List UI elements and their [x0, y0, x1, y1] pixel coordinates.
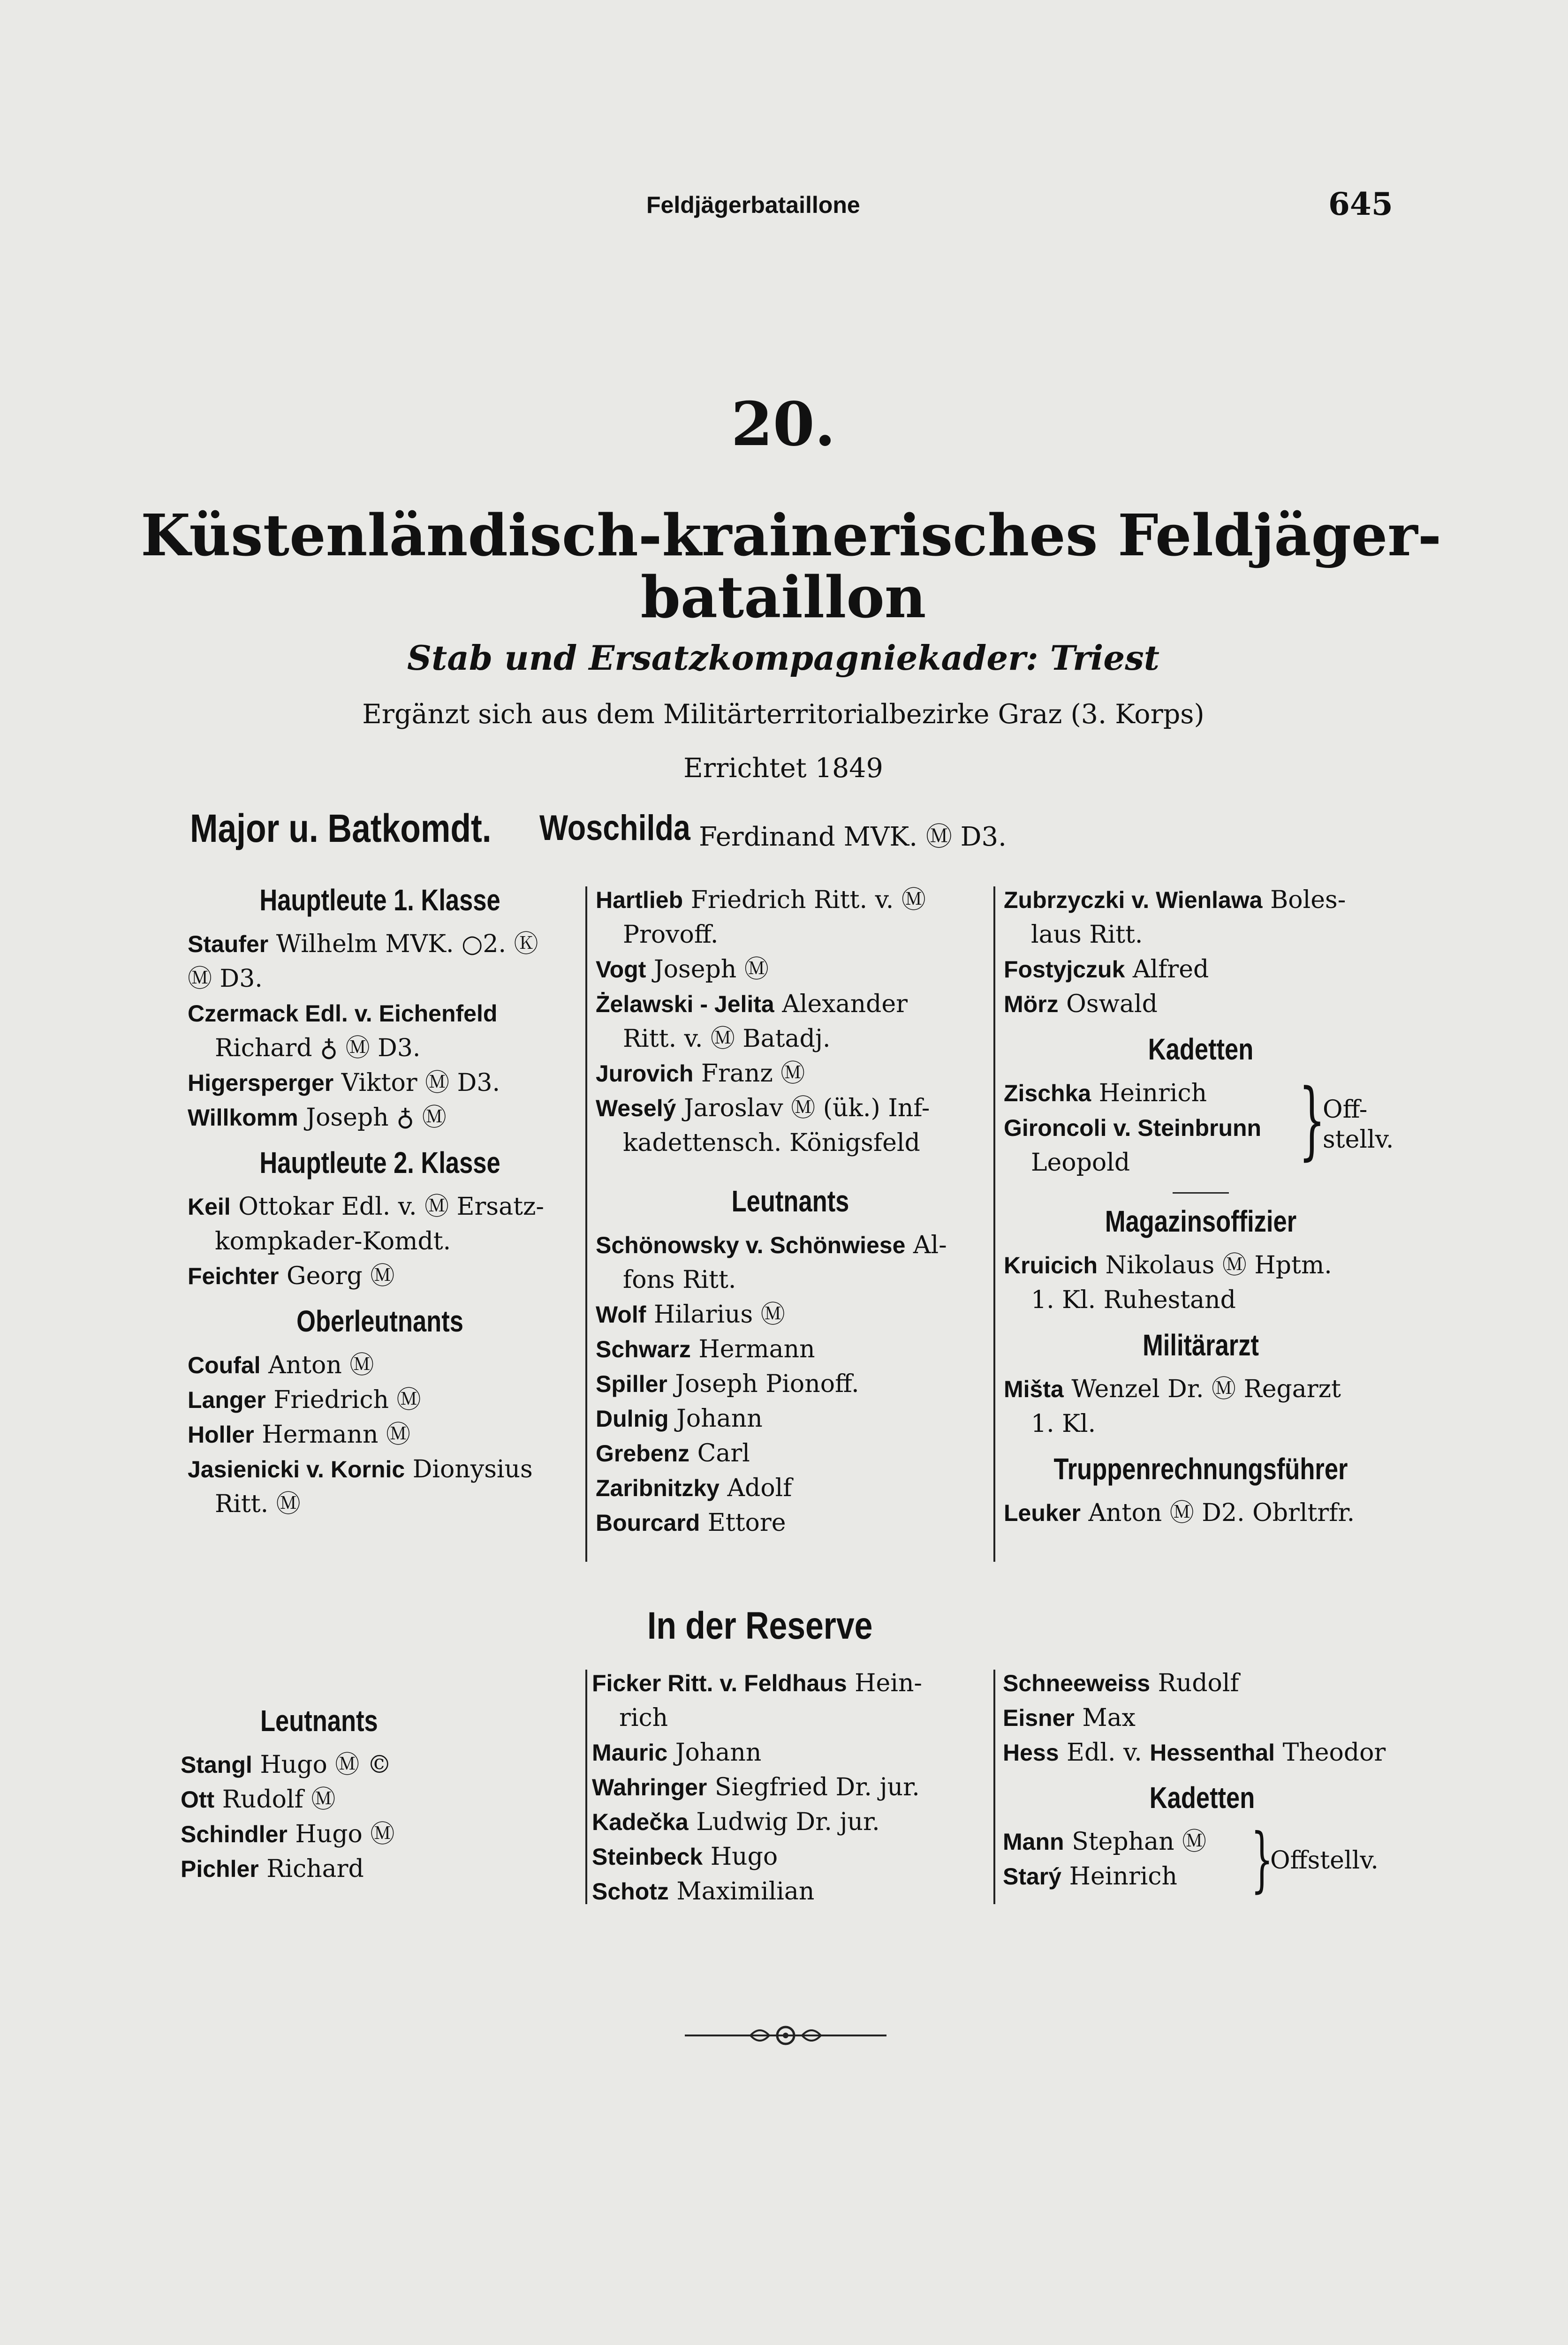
list-item: Feichter Georg Ⓜ [188, 1262, 395, 1290]
list-item: Żelawski - Jelita Alexander [596, 990, 908, 1018]
list-item-cont: Provoff. [623, 921, 719, 949]
list-item: Spiller Joseph Pionoff. [596, 1370, 859, 1398]
erganzt-line: Ergänzt sich aus dem Militärterritorialbezirke Graz (3. Korps) [362, 699, 1204, 730]
ornament-divider [680, 2017, 891, 2054]
list-item-cont: fons Ritt. [623, 1266, 736, 1294]
reserve-column-2 [592, 1666, 986, 1909]
reserve-column-3 [1003, 1666, 1401, 1900]
list-item-cont: Leopold [1031, 1149, 1130, 1177]
brace-label: Off- stellv. [1323, 1096, 1394, 1154]
brace-label: Offstellv. [1270, 1846, 1379, 1875]
reserve-column-1 [181, 1693, 565, 1886]
short-rule [1173, 1192, 1229, 1194]
list-item-cont: kadettensch. Königsfeld [623, 1129, 920, 1157]
list-item: Pichler Richard [181, 1855, 364, 1883]
list-item: Kadečka Ludwig Dr. jur. [592, 1808, 880, 1836]
list-item: Jurovich Franz Ⓜ [596, 1059, 805, 1088]
reserve-rule-1 [585, 1670, 587, 1904]
list-item-cont: laus Ritt. [1031, 921, 1143, 949]
list-item: Dulnig Johann [596, 1405, 763, 1433]
list-item-cont: Ritt. Ⓜ [215, 1490, 301, 1518]
list-item: Schotz Maximilian [592, 1877, 815, 1906]
list-item: Schneeweiss Rudolf [1003, 1669, 1239, 1697]
list-item: Jasienicki v. Kornic Dionysius [188, 1455, 533, 1483]
list-item: Coufal Anton Ⓜ [188, 1351, 374, 1379]
brace-glyph: } [1298, 1071, 1326, 1169]
list-item: Mauric Johann [592, 1739, 762, 1767]
list-item: Bourcard Ettore [596, 1509, 786, 1537]
list-item: Higersperger Viktor Ⓜ D3. [188, 1069, 500, 1097]
list-item: Steinbeck Hugo [592, 1843, 778, 1871]
list-item-cont: Ⓜ D3. [188, 965, 263, 993]
list-item: Holler Hermann Ⓜ [188, 1421, 411, 1449]
major-label: Major u. Batkomdt. [190, 806, 492, 850]
list-item: Weselý Jaroslav Ⓜ (ük.) Inf- [596, 1094, 930, 1122]
list-item: Kruicich Nikolaus Ⓜ Hptm. [1004, 1251, 1332, 1279]
section-heading: Truppenrechnungsführer [1053, 1452, 1348, 1486]
section-heading: Militärarzt [1143, 1328, 1259, 1362]
list-item: Vogt Joseph Ⓜ [596, 955, 769, 983]
list-item: Czermack Edl. v. Eichenfeld [188, 1000, 498, 1027]
major-details: Ferdinand MVK. Ⓜ D3. [699, 822, 1007, 852]
section-heading: Leutnants [260, 1704, 378, 1738]
column-2 [596, 883, 985, 1540]
list-item: Stangl Hugo Ⓜ © [181, 1751, 392, 1779]
list-item-cont: rich [619, 1704, 668, 1732]
section-number: 20. [731, 389, 836, 460]
list-item: Zubrzyczki v. Wienlawa Boles- [1004, 886, 1346, 914]
section-heading: Oberleutnants [296, 1304, 463, 1338]
brace-glyph: } [1250, 1819, 1273, 1900]
list-item-cont: Richard ♁ Ⓜ D3. [215, 1034, 421, 1062]
running-head: Feldjägerbataillone [646, 192, 860, 218]
list-item: Wahringer Siegfried Dr. jur. [592, 1773, 920, 1801]
list-item: Hess Edl. v. Hessenthal Theodor [1003, 1739, 1386, 1767]
section-heading: Hauptleute 1. Klasse [259, 883, 500, 917]
list-item: Langer Friedrich Ⓜ [188, 1386, 421, 1414]
section-heading: Magazinsoffizier [1105, 1204, 1297, 1238]
major-name: Woschilda [539, 808, 690, 848]
column-3 [1004, 883, 1398, 1530]
list-item-cont: 1. Kl. Ruhestand [1031, 1286, 1236, 1314]
list-item: Leuker Anton Ⓜ D2. Obrltrfr. [1004, 1499, 1355, 1527]
kadetten-group [1004, 1071, 1398, 1180]
list-item: Zischka Heinrich [1004, 1079, 1207, 1107]
list-item: Zaribnitzky Adolf [596, 1474, 792, 1502]
list-item: Schindler Hugo Ⓜ [181, 1820, 395, 1848]
reserve-kadetten-group [1003, 1819, 1401, 1900]
section-heading: Hauptleute 2. Klasse [259, 1146, 500, 1180]
list-item: Willkomm Joseph ♁ Ⓜ [188, 1104, 447, 1132]
section-heading: Kadetten [1148, 1032, 1254, 1066]
list-item-cont: kompkader-Komdt. [215, 1227, 451, 1256]
list-item-cont: Ritt. v. Ⓜ Batadj. [623, 1025, 831, 1053]
list-item: Starý Heinrich [1003, 1862, 1177, 1891]
list-item: Hartlieb Friedrich Ritt. v. Ⓜ [596, 886, 926, 914]
list-item: Schönowsky v. Schönwiese Al- [596, 1231, 947, 1259]
list-item: Mörz Oswald [1004, 990, 1158, 1018]
reserve-rule-2 [993, 1670, 995, 1904]
list-item: Wolf Hilarius Ⓜ [596, 1301, 785, 1329]
page-number: 645 [1328, 186, 1393, 222]
list-item: Ficker Ritt. v. Feldhaus Hein- [592, 1669, 922, 1697]
column-1 [188, 872, 572, 1521]
page-title-line2: bataillon [640, 563, 926, 631]
stab-line: Stab und Ersatzkompagniekader: Triest [407, 638, 1159, 678]
list-item: Mann Stephan Ⓜ [1003, 1828, 1207, 1856]
list-item: Mišta Wenzel Dr. Ⓜ Regarzt [1004, 1375, 1341, 1403]
list-item: Ott Rudolf Ⓜ [181, 1785, 336, 1814]
list-item: Keil Ottokar Edl. v. Ⓜ Ersatz- [188, 1193, 544, 1221]
section-heading: Kadetten [1149, 1781, 1255, 1815]
section-heading: Leutnants [731, 1184, 849, 1218]
list-item: Schwarz Hermann [596, 1335, 815, 1363]
list-item-cont: 1. Kl. [1031, 1410, 1096, 1438]
list-item: Staufer Wilhelm MVK. ○2. Ⓚ [188, 930, 538, 958]
list-item: Gironcoli v. Steinbrunn [1004, 1115, 1262, 1141]
list-item: Fostyjczuk Alfred [1004, 955, 1209, 983]
column-rule-1 [585, 886, 587, 1562]
page-title-line1: Küstenländisch-krainerisches Feldjäger- [141, 501, 1442, 569]
errichtet-line: Errichtet 1849 [683, 753, 883, 784]
reserve-heading: In der Reserve [647, 1604, 873, 1647]
list-item: Eisner Max [1003, 1704, 1136, 1732]
column-rule-2 [993, 886, 995, 1562]
list-item: Grebenz Carl [596, 1439, 750, 1468]
